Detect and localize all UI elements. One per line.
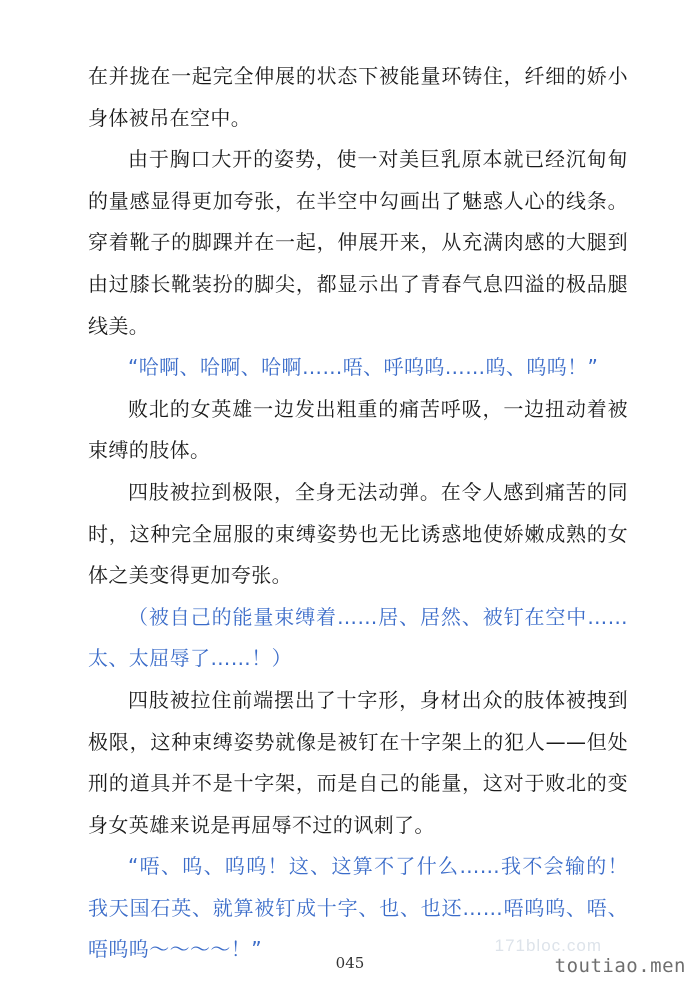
dialogue-line: （被自己的能量束缚着……居、居然、被钉在空中……太、太屈辱了……！） bbox=[88, 604, 628, 671]
narration-paragraph: 由于胸口大开的姿势，使一对美巨乳原本就已经沉甸甸的量感显得更加夸张，在半空中勾画出了魅惑人心的线条。穿着靴子的脚踝并在一起，伸展开来，从充满肉感的大腿到由过膝长靴装扮的脚尖，都显示出了青春气息四溢的极品腿线美。 bbox=[88, 147, 628, 338]
faint-watermark: 171bloc.com bbox=[494, 936, 602, 955]
page-body bbox=[88, 56, 628, 971]
dialogue-line: “唔、呜、呜呜！这、这算不了什么……我不会输的！我天国石英、就算被钉成十字、也、也还……唔呜呜、唔、唔呜呜～～～～！” bbox=[88, 854, 628, 962]
narration-paragraph: 败北的女英雄一边发出粗重的痛苦呼吸，一边扭动着被束缚的肢体。 bbox=[88, 396, 628, 463]
page-number: 045 bbox=[335, 954, 365, 972]
site-watermark: toutiao.men bbox=[554, 955, 686, 977]
narration-paragraph: 四肢被拉到极限，全身无法动弹。在令人感到痛苦的同时，这种完全屈服的束缚姿势也无比诱惑地使娇嫩成熟的女体之美变得更加夸张。 bbox=[88, 479, 628, 588]
narration-paragraph: 四肢被拉住前端摆出了十字形，身材出众的肢体被拽到极限，这种束缚姿势就像是被钉在十字架上的犯人——但处刑的道具并不是十字架，而是自己的能量，这对于败北的变身女英雄来说是再屈辱不过的讽刺了。 bbox=[88, 687, 628, 837]
dialogue-line: “哈啊、哈啊、哈啊……唔、呼呜呜……呜、呜呜！” bbox=[128, 355, 599, 380]
narration-paragraph: 在并拢在一起完全伸展的状态下被能量环铸住，纤细的娇小身体被吊在空中。 bbox=[88, 64, 628, 130]
